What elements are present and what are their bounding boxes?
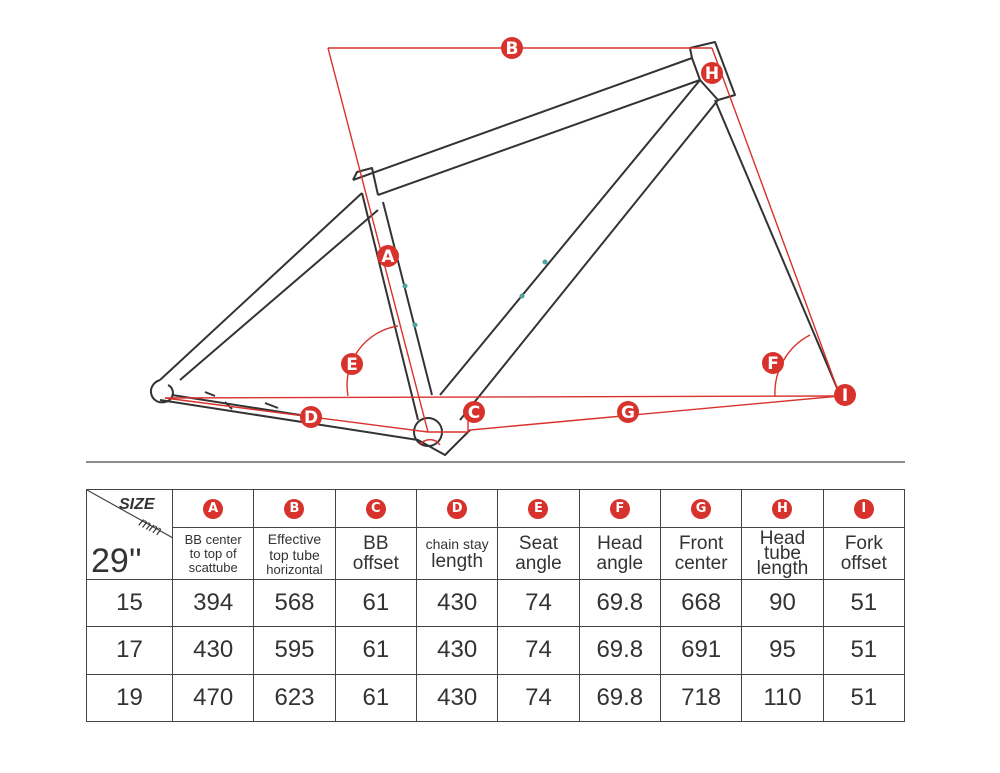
svg-text:A: A [381, 247, 395, 267]
table-row [87, 627, 905, 674]
size-cell: 15 [87, 580, 173, 627]
svg-text:H: H [704, 64, 720, 84]
marker-g [617, 401, 639, 423]
size-cell: 17 [87, 627, 173, 674]
table-row [87, 580, 905, 627]
measurement-lines [165, 48, 840, 445]
table-row [87, 674, 905, 721]
value-cell: 61 [335, 627, 416, 674]
size-label: SIZE [119, 496, 155, 513]
svg-text:C: C [467, 403, 481, 423]
value-cell: 394 [173, 580, 254, 627]
col-label-i: Fork offset [823, 528, 904, 580]
col-label-a: BB center to top of scattube [173, 528, 254, 580]
col-letter-i: I [823, 490, 904, 528]
col-letter-g: G [660, 490, 741, 528]
marker-a [377, 245, 399, 267]
size-header-cell [87, 490, 173, 580]
value-cell: 718 [660, 674, 741, 721]
value-cell: 568 [254, 580, 335, 627]
value-cell: 61 [335, 580, 416, 627]
value-cell: 430 [416, 580, 497, 627]
value-cell: 110 [742, 674, 823, 721]
svg-text:F: F [767, 354, 779, 374]
value-cell: 74 [498, 580, 579, 627]
col-letter-h: H [742, 490, 823, 528]
col-label-b: Effective top tube horizontal [254, 528, 335, 580]
col-letter-a: A [173, 490, 254, 528]
svg-text:I: I [841, 386, 849, 406]
col-label-c: BB offset [335, 528, 416, 580]
marker-d [300, 406, 322, 428]
svg-text:G: G [621, 403, 635, 423]
value-cell: 69.8 [579, 627, 660, 674]
table-header-label-row [87, 528, 905, 580]
value-cell: 69.8 [579, 580, 660, 627]
value-cell: 430 [173, 627, 254, 674]
size-cell: 19 [87, 674, 173, 721]
col-label-e: Seat angle [498, 528, 579, 580]
value-cell: 90 [742, 580, 823, 627]
col-label-d: chain stay length [416, 528, 497, 580]
marker-c [463, 401, 485, 423]
col-label-f: Head angle [579, 528, 660, 580]
value-cell: 668 [660, 580, 741, 627]
marker-e [341, 353, 363, 375]
unit-label: mm [136, 513, 165, 539]
value-cell: 74 [498, 674, 579, 721]
value-cell: 430 [416, 674, 497, 721]
col-label-h: Head tube length [742, 528, 823, 580]
marker-h [701, 62, 723, 84]
marker-f [762, 352, 784, 374]
col-letter-d: D [416, 490, 497, 528]
geometry-spec-table [86, 489, 905, 722]
cable-guide-marks [403, 260, 548, 328]
bike-frame-outline [151, 42, 840, 455]
value-cell: 51 [823, 580, 904, 627]
value-cell: 95 [742, 627, 823, 674]
col-letter-e: E [498, 490, 579, 528]
marker-i [834, 384, 856, 406]
value-cell: 470 [173, 674, 254, 721]
col-letter-b: B [254, 490, 335, 528]
svg-text:E: E [346, 355, 358, 375]
col-letter-f: F [579, 490, 660, 528]
col-letter-c: C [335, 490, 416, 528]
value-cell: 69.8 [579, 674, 660, 721]
value-cell: 74 [498, 627, 579, 674]
value-cell: 430 [416, 627, 497, 674]
value-cell: 51 [823, 627, 904, 674]
svg-text:D: D [303, 408, 319, 428]
value-cell: 61 [335, 674, 416, 721]
value-cell: 623 [254, 674, 335, 721]
value-cell: 51 [823, 674, 904, 721]
svg-text:B: B [505, 39, 519, 59]
col-label-g: Front center [660, 528, 741, 580]
table-header-letter-row [87, 490, 905, 528]
wheel-size-label: 29'' [91, 542, 142, 580]
value-cell: 691 [660, 627, 741, 674]
value-cell: 595 [254, 627, 335, 674]
marker-b [501, 37, 523, 59]
